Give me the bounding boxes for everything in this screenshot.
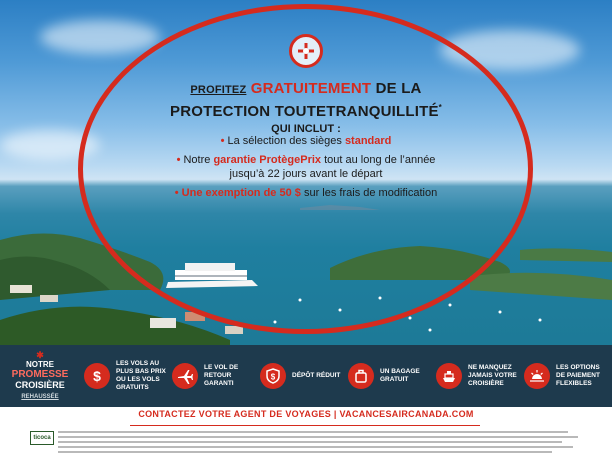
benefit-item: • La sélection des sièges standard	[220, 135, 392, 147]
protection-text: PROTECTION TOUTETRANQUILLITÉ	[170, 103, 439, 120]
asterisk: *	[438, 103, 442, 112]
promise-line-3: CROISIÈRE	[15, 380, 65, 390]
feature-free-bag	[344, 363, 432, 389]
benefit-item: • Une exemption de 50 $ sur les frais de modification	[174, 187, 438, 199]
feature-return-flight	[168, 363, 256, 389]
promo-headline	[150, 80, 462, 136]
benefit-item: • Notre garantie ProtègePrix tout au long de l’année jusqu’à 22 jours avant le départ	[176, 154, 436, 180]
contact-divider	[130, 425, 480, 426]
feature-label: LE VOL DE RETOUR GARANTI	[204, 364, 239, 387]
benefits-list	[160, 134, 452, 205]
benefit-1-text: La sélection des sièges	[227, 135, 342, 147]
feature-flexible-payment	[520, 363, 608, 389]
feature-lowest-fares	[80, 360, 168, 392]
feature-label: NE MANQUEZ JAMAIS VOTRE CROISIÈRE	[468, 364, 517, 387]
svg-text:$: $	[93, 368, 101, 384]
gratuitement-text: GRATUITEMENT	[250, 80, 372, 97]
maple-leaf-icon: ✱	[36, 350, 44, 360]
cruise-promise-logo	[0, 350, 80, 402]
tico-logo: ticoca	[30, 431, 54, 445]
features-band	[0, 345, 612, 407]
benefit-3-bold: Une exemption de 50 $	[181, 187, 301, 199]
feature-reduced-deposit	[256, 363, 344, 389]
profitez-text: PROFITEZ	[190, 84, 247, 96]
benefit-3-post: sur les frais de modification	[303, 187, 438, 199]
feature-label: UN BAGAGE GRATUIT	[380, 368, 420, 383]
headline-line-2	[150, 99, 462, 121]
airplane-icon	[172, 363, 198, 389]
promise-line-1: NOTRE	[26, 360, 54, 369]
qui-inclut-text: QUI INCLUT :	[271, 123, 341, 135]
shield-dollar-icon	[260, 363, 286, 389]
benefit-2-post: tout au long de l’année jusqu’à 22 jours avant le départ	[229, 154, 436, 180]
svg-text:$: $	[270, 372, 276, 382]
benefit-1-bold: standard	[344, 135, 392, 147]
de-la-text: DE LA	[375, 80, 422, 97]
plus-badge-icon	[289, 34, 323, 68]
cruise-ship-icon	[436, 363, 462, 389]
headline-line-1	[150, 80, 462, 99]
feature-label: DÉPÔT RÉDUIT	[292, 372, 341, 379]
contact-agent-line[interactable]: CONTACTEZ VOTRE AGENT DE VOYAGES | VACANCESAIRCANADA.COM	[138, 409, 474, 419]
benefit-2-pre: Notre	[183, 154, 211, 166]
legal-fine-print	[58, 428, 578, 456]
benefit-2-bold: garantie ProtègePrix	[213, 154, 322, 166]
luggage-icon	[348, 363, 374, 389]
dollar-icon	[84, 363, 110, 389]
feature-never-miss-cruise	[432, 363, 520, 389]
promise-line-2: PROMESSE	[11, 369, 69, 380]
feature-label: LES VOLS AU PLUS BAS PRIX OU LES VOLS GRATUITS	[116, 360, 166, 391]
promise-line-4: REHAUSSÉE	[21, 394, 59, 400]
sunrise-icon	[524, 363, 550, 389]
feature-label: LES OPTIONS DE PAIEMENT FLEXIBLES	[556, 364, 600, 387]
